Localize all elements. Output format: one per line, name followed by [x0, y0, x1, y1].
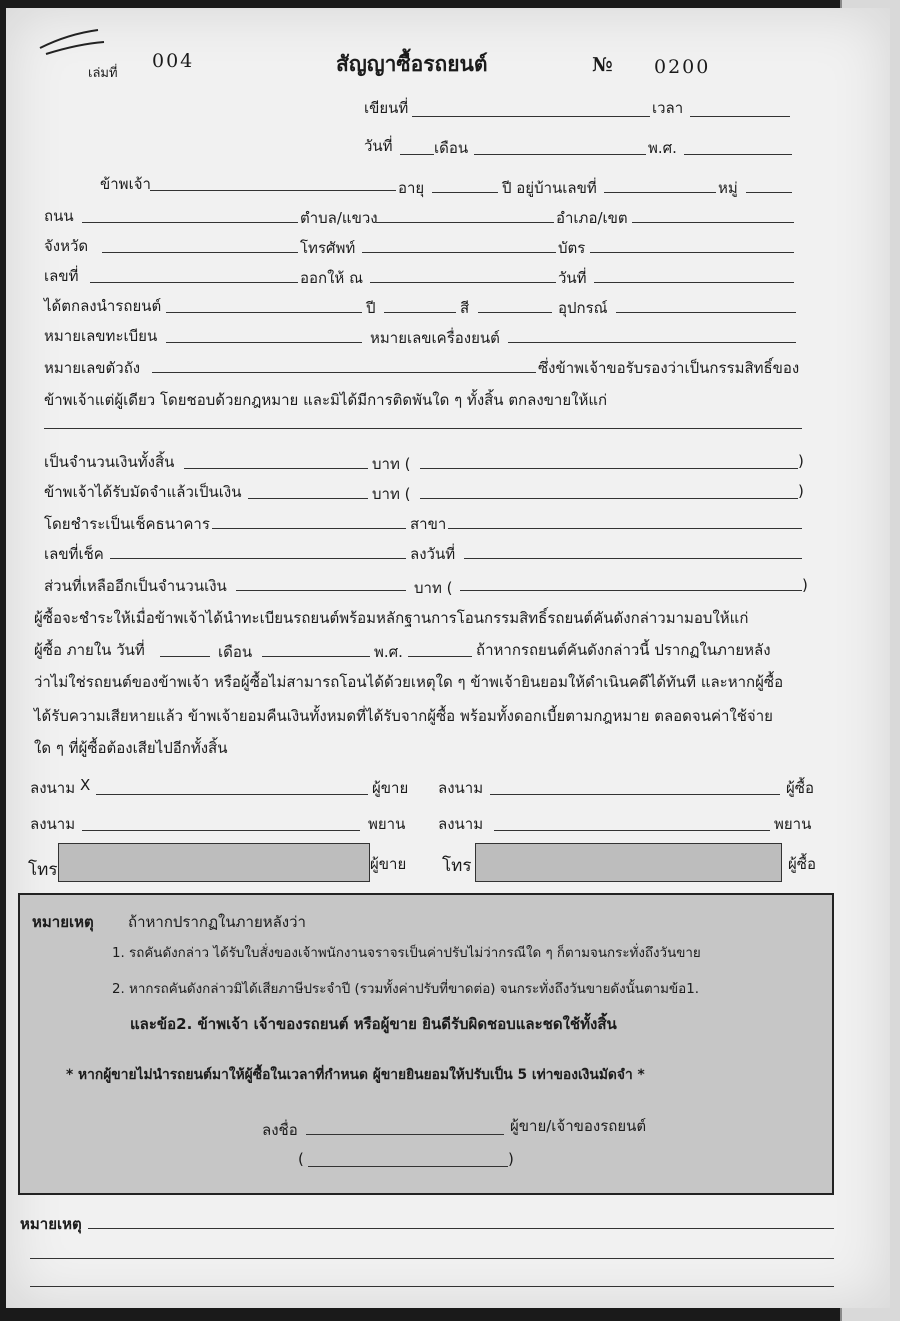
year-label: พ.ศ.	[648, 139, 677, 157]
witness2-role-label: พยาน	[774, 815, 812, 833]
vehicle-field[interactable]	[166, 312, 362, 313]
vehicle-year-field[interactable]	[384, 312, 456, 313]
seller-sign-mark: X	[80, 776, 91, 794]
book-label: เล่มที่	[88, 66, 118, 81]
chassis-label: หมายเลขตัวถัง	[44, 359, 141, 377]
terms-line-1: ผู้ซื้อจะชำระให้เมื่อข้าพเจ้าได้นำทะเบียนรถยนต์พร้อมหลักฐานการโอนกรรมสิทธิ์รถยนต์คันดังกล่าวมามอบให้แก่	[34, 609, 749, 627]
note-item-2b: และข้อ2. ข้าพเจ้า เจ้าของรถยนต์ หรือผู้ขาย ยินดีรับผิดชอบและชดใช้ทั้งสิ้น	[130, 1015, 617, 1033]
sole-owner-text: ข้าพเจ้าแต่ผู้เดียว โดยชอบด้วยกฎหมาย และมิได้มีการติดพันใด ๆ ทั้งสิ้น ตกลงขายให้แก่	[44, 391, 608, 409]
buyer-phone-role-label: ผู้ซื้อ	[788, 855, 816, 873]
vehicle-color-field[interactable]	[478, 312, 552, 313]
remaining-close-paren: )	[802, 576, 808, 594]
deadline-year-field[interactable]	[408, 656, 472, 657]
date-field[interactable]	[400, 154, 434, 155]
issued-at-field[interactable]	[370, 282, 556, 283]
district-label: อำเภอ/เขต	[556, 209, 628, 227]
month-field[interactable]	[474, 154, 646, 155]
engine-label: หมายเลขเครื่องยนต์	[370, 329, 500, 347]
total-label: เป็นจำนวนเงินทั้งสิ้น	[44, 453, 175, 471]
written-at-field[interactable]	[412, 116, 650, 117]
plate-field[interactable]	[166, 342, 362, 343]
note-heading: หมายเหตุ	[32, 913, 94, 931]
footer-remark-label: หมายเหตุ	[20, 1215, 82, 1233]
province-field[interactable]	[102, 252, 298, 253]
vehicle-year-label: ปี	[366, 299, 376, 317]
subdistrict-field[interactable]	[376, 222, 554, 223]
terms-line-5: ใด ๆ ที่ผู้ซื้อต้องเสียไปอีกทั้งสิ้น	[34, 739, 228, 757]
remarks-box	[18, 893, 834, 1195]
age-field[interactable]	[432, 192, 498, 193]
remaining-text-field[interactable]	[460, 590, 802, 591]
note-item-2: 2. หากรถคันดังกล่าวมิได้เสียภาษีประจำปี (รวมทั้งค่าปรับที่ขาดต่อ) จนกระทั่งถึงวันขายดังนั้นตามข้อ1.	[112, 982, 699, 997]
footer-remark-line-2[interactable]	[30, 1258, 834, 1259]
issue-date-label: วันที่	[558, 269, 587, 287]
terms-line-2d: ถ้าหากรถยนต์คันดังกล่าวนี้ ปรากฏในภายหลัง	[476, 641, 771, 659]
house-no-label: ปี อยู่บ้านเลขที่	[502, 179, 597, 197]
book-number: 004	[152, 50, 195, 72]
cheque-date-field[interactable]	[464, 558, 802, 559]
seller-phone-label: โทร	[28, 860, 58, 880]
id-number-field[interactable]	[90, 282, 298, 283]
issued-at-label: ออกให้ ณ	[300, 269, 363, 287]
plate-label: หมายเลขทะเบียน	[44, 327, 158, 345]
vehicle-color-label: สี	[460, 299, 470, 317]
deposit-baht-label: บาท (	[372, 485, 411, 503]
deposit-text-field[interactable]	[420, 498, 798, 499]
buyer-name-field[interactable]	[44, 428, 802, 429]
cheque-date-label: ลงวันที่	[410, 545, 456, 563]
time-field[interactable]	[690, 116, 790, 117]
total-close-paren: )	[798, 452, 804, 470]
footer-remark-line-3[interactable]	[30, 1286, 834, 1287]
witness2-sign-label: ลงนาม	[438, 815, 484, 833]
written-at-label: เขียนที่	[364, 99, 409, 117]
buyer-role-label: ผู้ซื้อ	[786, 779, 814, 797]
terms-line-2a: ผู้ซื้อ ภายใน วันที่	[34, 641, 145, 659]
buyer-sign-label: ลงนาม	[438, 779, 484, 797]
seller-role-label: ผู้ขาย	[372, 779, 409, 797]
seller-signature-field[interactable]	[96, 794, 368, 795]
remaining-baht-label: บาท (	[414, 579, 453, 597]
penalty-note: * หากผู้ขายไม่นำรถยนต์มาให้ผู้ซื้อในเวลาที่กำหนด ผู้ขายยินยอมให้ปรับเป็น 5 เท่าของเงินมัดจำ *	[66, 1067, 645, 1083]
note-sign-label: ลงชื่อ	[262, 1121, 298, 1139]
note-paren-open: (	[298, 1150, 304, 1168]
date-label: วันที่	[364, 137, 393, 155]
deadline-month-field[interactable]	[262, 656, 370, 657]
buyer-signature-field[interactable]	[490, 794, 780, 795]
note-printed-name-field[interactable]	[308, 1166, 508, 1167]
note-item-1: 1. รถคันดังกล่าว ได้รับใบสั่งของเจ้าพนักงานจราจรเป็นค่าปรับไม่ว่ากรณีใด ๆ ก็ตามจนกระทั่งถึงวันขาย	[112, 946, 701, 961]
terms-line-2b: เดือน	[218, 643, 253, 661]
accessories-field[interactable]	[616, 312, 796, 313]
ownership-text: ซึ่งข้าพเจ้าขอรับรองว่าเป็นกรรมสิทธิ์ของ	[538, 359, 800, 377]
witness1-signature-field[interactable]	[82, 830, 360, 831]
cheque-bank-field[interactable]	[212, 528, 406, 529]
page-title: สัญญาซื้อรถยนต์	[336, 51, 488, 76]
vehicle-label: ได้ตกลงนำรถยนต์	[44, 297, 162, 315]
age-label: อายุ	[398, 179, 425, 197]
moo-label: หมู่	[718, 179, 738, 197]
witness1-role-label: พยาน	[368, 815, 406, 833]
pen-mark	[38, 26, 108, 60]
deposit-close-paren: )	[798, 482, 804, 500]
number-label-field: เลขที่	[44, 267, 79, 285]
road-field[interactable]	[82, 222, 298, 223]
total-baht-label: บาท (	[372, 455, 411, 473]
moo-field[interactable]	[746, 192, 792, 193]
accessories-label: อุปกรณ์	[558, 299, 608, 317]
note-paren-close: )	[508, 1150, 514, 1168]
seller-phone-field[interactable]	[58, 843, 370, 882]
chassis-field[interactable]	[152, 372, 536, 373]
seller-owner-label: ผู้ขาย/เจ้าของรถยนต์	[510, 1117, 647, 1135]
note-signature-field[interactable]	[306, 1134, 504, 1135]
card-label: บัตร	[558, 239, 586, 257]
cheque-no-label: เลขที่เช็ค	[44, 545, 104, 563]
total-field[interactable]	[184, 468, 368, 469]
cheque-bank-label: โดยชำระเป็นเช็คธนาคาร	[44, 515, 210, 533]
subdistrict-label: ตำบล/แขวง	[300, 209, 378, 227]
note-intro: ถ้าหากปรากฏในภายหลังว่า	[128, 913, 306, 931]
deposit-field[interactable]	[248, 498, 368, 499]
deposit-label: ข้าพเจ้าได้รับมัดจำแล้วเป็นเงิน	[44, 483, 242, 501]
road-label: ถนน	[44, 207, 74, 225]
branch-label: สาขา	[410, 515, 447, 533]
phone-field[interactable]	[362, 252, 556, 253]
issue-date-field[interactable]	[594, 282, 794, 283]
card-field[interactable]	[590, 252, 794, 253]
seller-name-field[interactable]	[150, 190, 396, 191]
remaining-field[interactable]	[236, 590, 406, 591]
buyer-phone-label: โทร	[442, 856, 472, 876]
terms-line-4: ได้รับความเสียหายแล้ว ข้าพเจ้ายอมคืนเงินทั้งหมดที่ได้รับจากผู้ซื้อ พร้อมทั้งดอกเบี้ยตามกฎหมาย ตลอดจนค่าใช้จ่าย	[34, 707, 773, 725]
witness1-sign-label: ลงนาม	[30, 815, 76, 833]
footer-remark-line-1[interactable]	[88, 1228, 834, 1229]
buyer-phone-field[interactable]	[475, 843, 782, 882]
engine-field[interactable]	[508, 342, 796, 343]
terms-line-2c: พ.ศ.	[374, 643, 403, 661]
house-no-field[interactable]	[604, 192, 716, 193]
seller-sign-label: ลงนาม	[30, 779, 76, 797]
document-number: 0200	[654, 56, 711, 78]
time-label: เวลา	[652, 99, 684, 117]
deadline-day-field[interactable]	[160, 656, 210, 657]
phone-label: โทรศัพท์	[300, 239, 356, 257]
witness2-signature-field[interactable]	[494, 830, 770, 831]
month-label: เดือน	[434, 139, 469, 157]
province-label: จังหวัด	[44, 237, 89, 255]
terms-line-3: ว่าไม่ใช่รถยนต์ของข้าพเจ้า หรือผู้ซื้อไม่สามารถโอนได้ด้วยเหตุใด ๆ ข้าพเจ้ายินยอมให้ดำเนินคดีได้ทันที และหากผู้ซื้อ	[34, 673, 784, 691]
remaining-label: ส่วนที่เหลืออีกเป็นจำนวนเงิน	[44, 577, 227, 595]
number-label: №	[592, 54, 615, 76]
seller-name-label: ข้าพเจ้า	[100, 175, 151, 193]
cheque-no-field[interactable]	[110, 558, 406, 559]
district-field[interactable]	[632, 222, 794, 223]
total-text-field[interactable]	[420, 468, 798, 469]
branch-field[interactable]	[448, 528, 802, 529]
year-field[interactable]	[684, 154, 792, 155]
seller-phone-role-label: ผู้ขาย	[370, 855, 407, 873]
